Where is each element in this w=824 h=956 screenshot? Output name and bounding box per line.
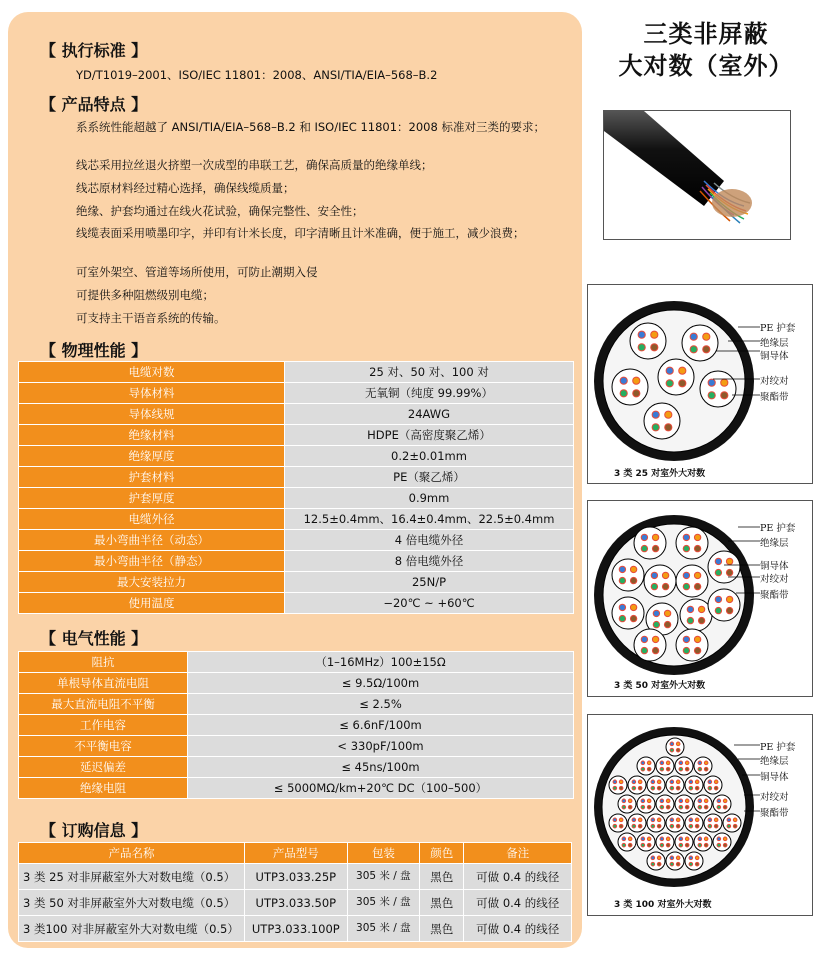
order-cell: 305 米 / 盘: [347, 864, 419, 890]
feature-1: [40, 118, 564, 137]
order-cell: 3 类 25 对非屏蔽室外大对数电缆（0.5）: [19, 864, 245, 890]
electrical-label: 最大直流电阻不平衡: [19, 694, 188, 715]
order-cell: UTP3.033.100P: [244, 916, 347, 942]
electrical-table: [18, 651, 574, 799]
physical-row: [19, 467, 574, 488]
order-header-row: [19, 843, 572, 864]
cable-photo: [603, 110, 791, 240]
section-title-electrical: 【 电气性能 】: [40, 629, 148, 648]
electrical-label: 不平衡电容: [19, 736, 188, 757]
order-cell: 黑色: [420, 890, 464, 916]
order-header-note: 备注: [464, 843, 572, 864]
feature-2-text: 线芯采用拉丝退火挤塑一次成型的串联工艺，确保高质量的绝缘单线；: [76, 158, 433, 172]
electrical-value: ≤ 9.5Ω/100m: [188, 673, 574, 694]
physical-label: 绝缘材料: [19, 425, 285, 446]
physical-value: 25N/P: [285, 572, 574, 593]
label-pe-jacket-2: PE 护套: [760, 523, 796, 534]
physical-label: 电缆对数: [19, 362, 285, 383]
electrical-value: ≤ 6.6nF/100m: [188, 715, 574, 736]
order-row: [19, 890, 572, 916]
order-cell: 黑色: [420, 864, 464, 890]
cross-section-50: [587, 500, 813, 697]
physical-value: 25 对、50 对、100 对: [285, 362, 574, 383]
physical-value: −20℃ ~ +60℃: [285, 593, 574, 614]
feature-6: [40, 263, 560, 282]
electrical-value: ≤ 45ns/100m: [188, 757, 574, 778]
physical-row: [19, 404, 574, 425]
electrical-value: < 330pF/100m: [188, 736, 574, 757]
physical-row: [19, 446, 574, 467]
physical-value: 24AWG: [285, 404, 574, 425]
label-twisted-pair-2: 对绞对: [760, 574, 789, 585]
order-row: [19, 864, 572, 890]
label-conductor-2: 铜导体: [760, 561, 789, 572]
physical-value: 8 倍电缆外径: [285, 551, 574, 572]
feature-1-text: 系系统性能超越了 ANSI/TIA/EIA–568–B.2 和 ISO/IEC 11801：2008 标准对三类的要求；: [76, 120, 545, 134]
physical-row: [19, 425, 574, 446]
label-twisted-pair-3: 对绞对: [760, 792, 789, 803]
order-cell: 305 米 / 盘: [347, 890, 419, 916]
physical-label: 使用温度: [19, 593, 285, 614]
physical-row: [19, 383, 574, 404]
product-title-line1: 三类非屏蔽: [643, 20, 769, 48]
feature-7: [40, 286, 560, 305]
label-polyester-tape-2: 聚酯带: [760, 590, 789, 601]
caption-25: 3 类 25 对室外大对数: [614, 469, 706, 479]
electrical-row: [19, 694, 574, 715]
section-title-standard: 【 执行标准 】: [40, 41, 148, 60]
physical-row: [19, 551, 574, 572]
physical-value: HDPE（高密度聚乙烯）: [285, 425, 574, 446]
order-cell: 3 类100 对非屏蔽室外大对数电缆（0.5）: [19, 916, 245, 942]
physical-label: 导体材料: [19, 383, 285, 404]
order-cell: 可做 0.4 的线径: [464, 864, 572, 890]
physical-label: 电缆外径: [19, 509, 285, 530]
feature-7-text: 可提供多种阻燃级别电缆；: [76, 288, 214, 302]
electrical-row: [19, 673, 574, 694]
physical-value: 无氧铜（纯度 99.99%）: [285, 383, 574, 404]
label-pe-jacket-3: PE 护套: [760, 742, 796, 753]
feature-6-text: 可室外架空、管道等场所使用，可防止潮期入侵: [76, 265, 318, 279]
physical-row: [19, 572, 574, 593]
electrical-value: ≤ 2.5%: [188, 694, 574, 715]
order-cell: 可做 0.4 的线径: [464, 916, 572, 942]
order-cell: 黑色: [420, 916, 464, 942]
electrical-row: [19, 778, 574, 799]
feature-8: [40, 309, 560, 328]
feature-3: [40, 179, 560, 198]
feature-5: [40, 224, 564, 243]
standard-text: YD/T1019–2001、ISO/IEC 11801：2008、ANSI/TIA/EIA–568–B.2: [76, 68, 438, 82]
label-twisted-pair-1: 对绞对: [760, 376, 789, 387]
section-title-physical: 【 物理性能 】: [40, 341, 148, 360]
order-cell: 可做 0.4 的线径: [464, 890, 572, 916]
feature-8-text: 可支持主干语音系统的传输。: [76, 311, 226, 325]
feature-2: [40, 156, 560, 175]
physical-value: 0.9mm: [285, 488, 574, 509]
physical-value: 4 倍电缆外径: [285, 530, 574, 551]
order-header-color: 颜色: [420, 843, 464, 864]
order-cell: UTP3.033.50P: [244, 890, 347, 916]
physical-label: 绝缘厚度: [19, 446, 285, 467]
label-insulation-3: 绝缘层: [760, 756, 789, 767]
electrical-row: [19, 736, 574, 757]
label-insulation-2: 绝缘层: [760, 538, 789, 549]
label-polyester-tape-1: 聚酯带: [760, 392, 789, 403]
physical-row: [19, 362, 574, 383]
cross-section-25: [587, 284, 813, 484]
physical-label: 护套材料: [19, 467, 285, 488]
physical-row: [19, 530, 574, 551]
electrical-row: [19, 715, 574, 736]
physical-label: 导体线规: [19, 404, 285, 425]
electrical-value: （1–16MHz）100±15Ω: [188, 652, 574, 673]
physical-label: 最大安装拉力: [19, 572, 285, 593]
physical-value: PE（聚乙烯）: [285, 467, 574, 488]
label-conductor-3: 铜导体: [760, 772, 789, 783]
electrical-value: ≤ 5000MΩ/km+20℃ DC（100–500）: [188, 778, 574, 799]
physical-label: 护套厚度: [19, 488, 285, 509]
order-table: [18, 842, 572, 942]
order-header-name: 产品名称: [19, 843, 245, 864]
product-title-line2: 大对数（室外）: [618, 52, 794, 80]
label-pe-jacket-1: PE 护套: [760, 323, 796, 334]
label-conductor-1: 铜导体: [760, 351, 789, 362]
feature-3-text: 线芯原材料经过精心选择，确保线缆质量；: [76, 181, 295, 195]
physical-row: [19, 593, 574, 614]
order-header-package: 包装: [347, 843, 419, 864]
physical-table: [18, 361, 574, 614]
electrical-label: 延迟偏差: [19, 757, 188, 778]
label-insulation-1: 绝缘层: [760, 338, 789, 349]
cable-photo-drawing: [604, 111, 790, 239]
feature-4-text: 绝缘、护套均通过在线火花试验，确保完整性、安全性；: [76, 204, 364, 218]
electrical-label: 单根导体直流电阻: [19, 673, 188, 694]
electrical-row: [19, 652, 574, 673]
electrical-row: [19, 757, 574, 778]
electrical-label: 工作电容: [19, 715, 188, 736]
electrical-label: 阻抗: [19, 652, 188, 673]
electrical-label: 绝缘电阻: [19, 778, 188, 799]
physical-value: 0.2±0.01mm: [285, 446, 574, 467]
physical-row: [19, 509, 574, 530]
physical-label: 最小弯曲半径（动态）: [19, 530, 285, 551]
feature-4: [40, 202, 560, 221]
order-cell: 3 类 50 对非屏蔽室外大对数电缆（0.5）: [19, 890, 245, 916]
cross-section-100: [587, 714, 813, 916]
label-polyester-tape-3: 聚酯带: [760, 808, 789, 819]
caption-50: 3 类 50 对室外大对数: [614, 681, 706, 691]
section-title-order: 【 订购信息 】: [40, 821, 148, 840]
feature-5-text: 线缆表面采用喷墨印字，并印有计米长度，印字清晰且计米准确，便于施工，减少浪费；: [76, 226, 525, 240]
order-cell: UTP3.033.25P: [244, 864, 347, 890]
order-header-model: 产品型号: [244, 843, 347, 864]
caption-100: 3 类 100 对室外大对数: [614, 900, 712, 910]
physical-value: 12.5±0.4mm、16.4±0.4mm、22.5±0.4mm: [285, 509, 574, 530]
physical-label: 最小弯曲半径（静态）: [19, 551, 285, 572]
order-cell: 305 米 / 盘: [347, 916, 419, 942]
section-title-features: 【 产品特点 】: [40, 95, 148, 114]
order-row: [19, 916, 572, 942]
physical-row: [19, 488, 574, 509]
